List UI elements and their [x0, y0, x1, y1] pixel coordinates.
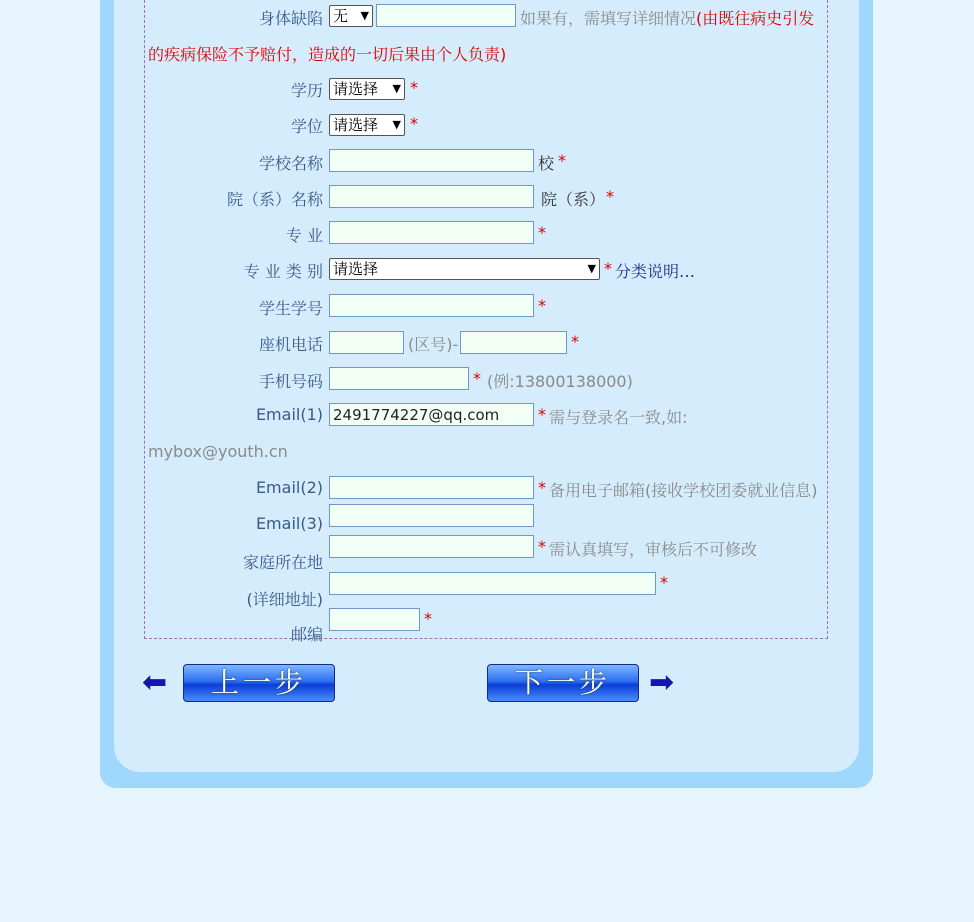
department-suffix: 院（系） — [541, 190, 606, 209]
address-label: (详细地址) — [246, 590, 323, 609]
school-label: 学校名称 — [258, 154, 323, 173]
required-mark: * — [606, 187, 614, 206]
education-select[interactable]: 请选择 ▼ — [329, 78, 405, 100]
required-mark: * — [571, 332, 579, 351]
chevron-down-icon: ▼ — [392, 118, 401, 131]
area-code-text: (区号)- — [408, 335, 459, 354]
landline-label: 座机电话 — [258, 335, 323, 354]
email1-note: 需与登录名一致,如: — [549, 408, 688, 427]
mobile-input[interactable] — [329, 367, 469, 390]
category-help-link[interactable]: 分类说明… — [615, 262, 696, 281]
required-mark: * — [660, 573, 668, 592]
arrow-left-icon[interactable]: ⬅ — [142, 665, 168, 700]
chevron-down-icon: ▼ — [587, 262, 596, 275]
chevron-down-icon: ▼ — [392, 82, 401, 95]
degree-select[interactable]: 请选择 ▼ — [329, 114, 405, 136]
zipcode-input[interactable] — [329, 608, 420, 631]
mobile-example: (例:13800138000) — [487, 372, 633, 391]
chevron-down-icon: ▼ — [360, 9, 369, 22]
home-note: 需认真填写，审核后不可修改 — [549, 540, 758, 559]
required-mark: * — [538, 537, 546, 556]
school-suffix: 校 — [538, 154, 555, 173]
address-input[interactable] — [329, 572, 656, 595]
major-label: 专 业 — [285, 226, 323, 245]
disability-warning: 的疾病保险不予赔付，造成的一切后果由个人负责) — [148, 45, 507, 64]
email2-label: Email(2) — [255, 478, 323, 497]
email3-input[interactable] — [329, 504, 534, 527]
mobile-label: 手机号码 — [258, 372, 323, 391]
required-mark: * — [473, 369, 481, 388]
email3-label: Email(3) — [255, 514, 323, 533]
department-input[interactable] — [329, 185, 534, 208]
disability-label: 身体缺陷 — [258, 9, 323, 28]
email1-label: Email(1) — [255, 405, 323, 424]
major-input[interactable] — [329, 221, 534, 244]
major-category-label: 专 业 类 别 — [243, 262, 323, 281]
required-mark: * — [538, 478, 546, 497]
required-mark: * — [604, 259, 612, 278]
disability-note: 如果有，需填写详细情况(由既往病史引发 — [520, 9, 815, 28]
email1-example: mybox@youth.cn — [148, 442, 288, 461]
email2-note: 备用电子邮箱(接收学校团委就业信息) — [549, 481, 818, 500]
disability-select[interactable]: 无 ▼ — [329, 5, 373, 27]
zipcode-label: 邮编 — [290, 625, 323, 644]
next-step-button[interactable]: 下一步 — [487, 664, 639, 702]
home-input[interactable] — [329, 535, 534, 558]
student-id-label: 学生学号 — [258, 299, 323, 318]
required-mark: * — [424, 609, 432, 628]
student-id-input[interactable] — [329, 294, 534, 317]
disability-detail-input[interactable] — [376, 4, 516, 27]
required-mark: * — [538, 223, 546, 242]
required-mark: * — [538, 296, 546, 315]
school-input[interactable] — [329, 149, 534, 172]
major-category-select[interactable]: 请选择 ▼ — [329, 258, 600, 280]
arrow-right-icon[interactable]: ➡ — [649, 665, 675, 700]
required-mark: * — [410, 114, 418, 133]
email1-input[interactable] — [329, 403, 534, 426]
department-label: 院（系）名称 — [226, 190, 323, 209]
degree-label: 学位 — [290, 117, 323, 136]
home-label: 家庭所在地 — [242, 553, 323, 572]
landline-number-input[interactable] — [460, 331, 567, 354]
education-label: 学历 — [290, 81, 323, 100]
required-mark: * — [558, 151, 566, 170]
area-code-input[interactable] — [329, 331, 404, 354]
required-mark: * — [538, 405, 546, 424]
prev-step-button[interactable]: 上一步 — [183, 664, 335, 702]
required-mark: * — [410, 78, 418, 97]
email2-input[interactable] — [329, 476, 534, 499]
